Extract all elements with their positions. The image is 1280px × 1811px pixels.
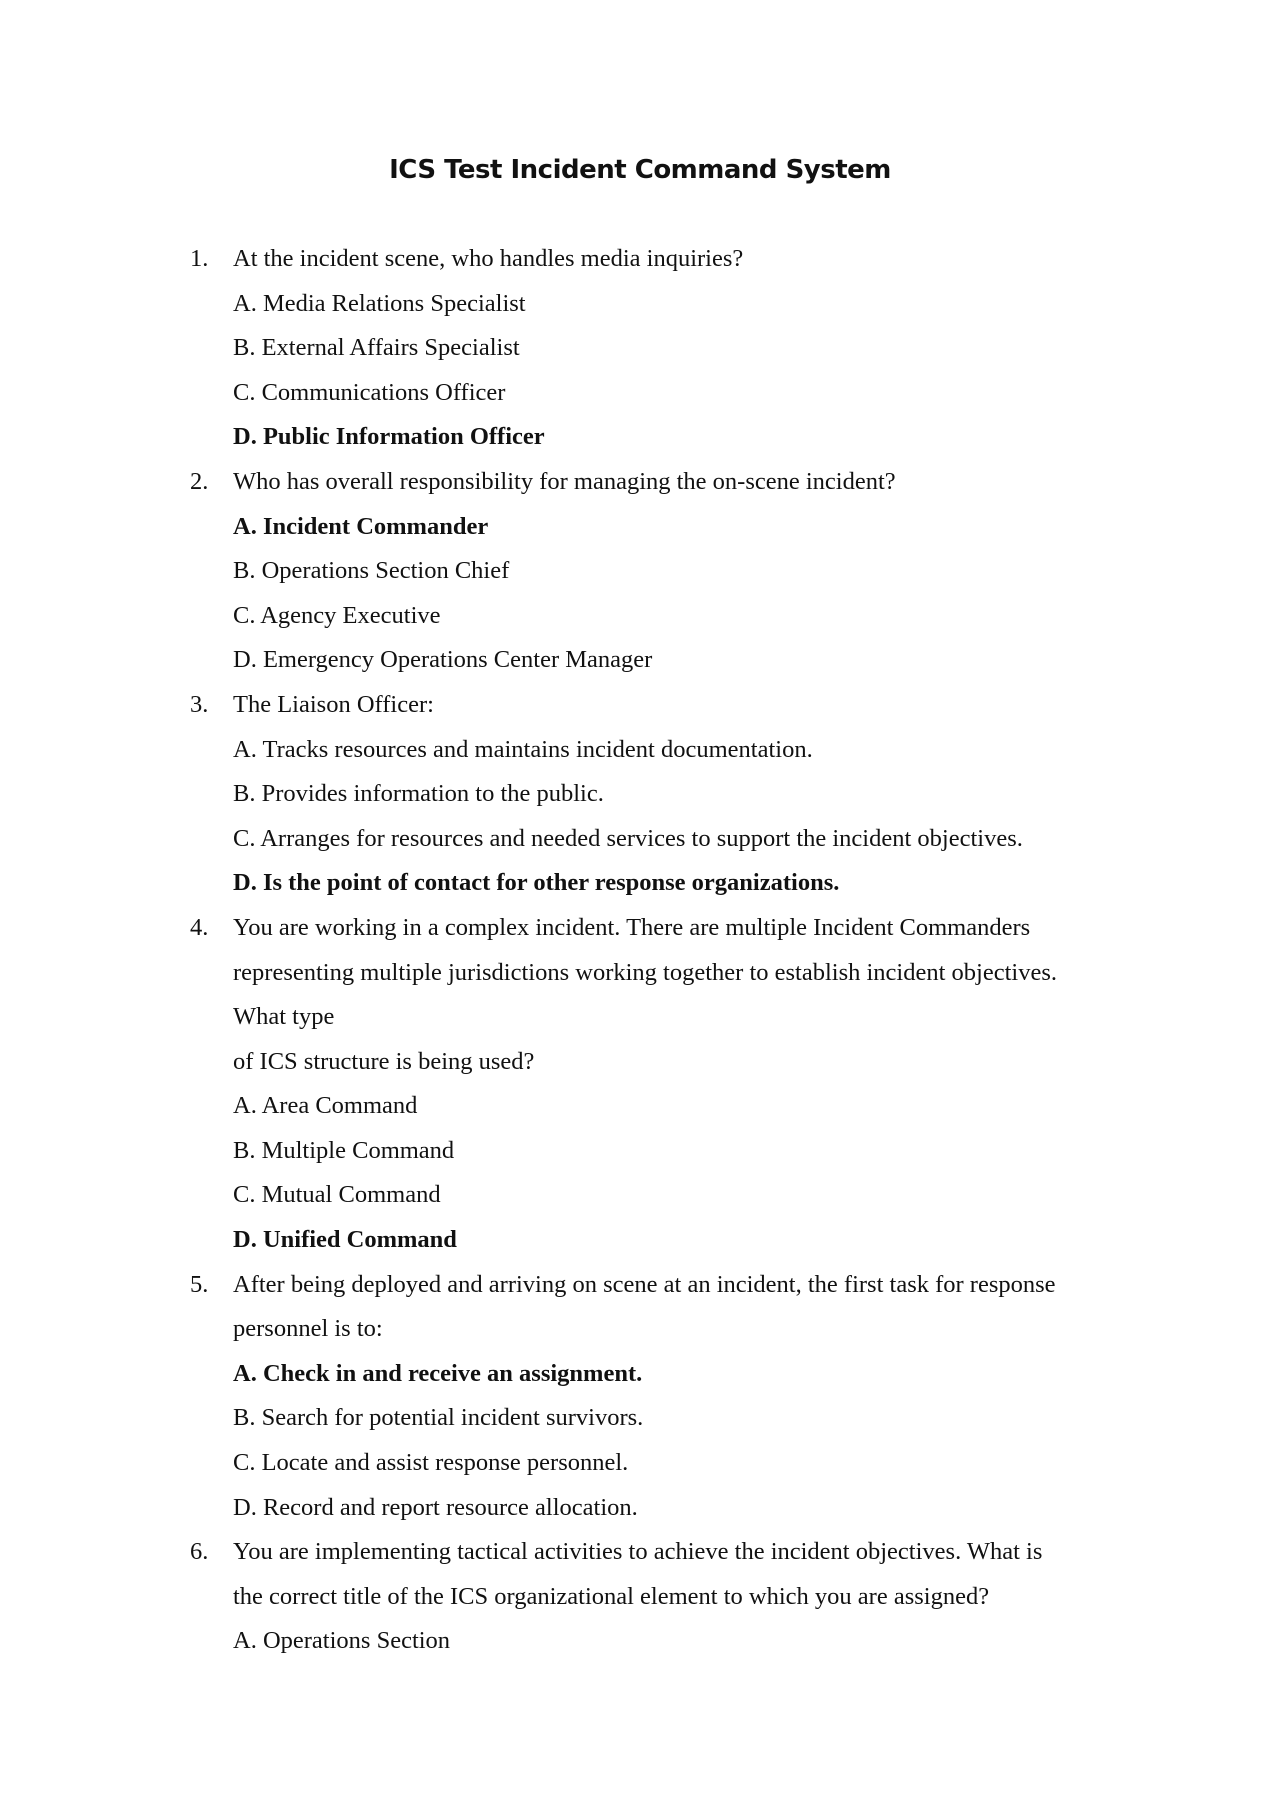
answer-option: A. Operations Section — [233, 1627, 451, 1655]
answer-option: B. Search for potential incident survivors. — [233, 1404, 644, 1432]
answer-option-correct: D. Unified Command — [233, 1226, 457, 1254]
question-text: the correct title of the ICS organizational element to which you are assigned? — [233, 1582, 990, 1610]
question-text: representing multiple jurisdictions working together to establish incident objectives. — [233, 958, 1057, 986]
question-item — [190, 1263, 1130, 1531]
question-number: 2. — [190, 467, 209, 495]
answer-option: D. Emergency Operations Center Manager — [233, 646, 653, 674]
answer-option: D. Record and report resource allocation. — [233, 1493, 638, 1521]
answer-option: B. Multiple Command — [233, 1136, 455, 1164]
answer-option: A. Tracks resources and maintains incident documentation. — [233, 735, 813, 763]
question-item — [190, 237, 1130, 460]
answer-option: B. Provides information to the public. — [233, 780, 604, 808]
question-text: Who has overall responsibility for managing the on-scene incident? — [233, 467, 896, 495]
question-text: After being deployed and arriving on scene at an incident, the first task for response — [233, 1270, 1056, 1298]
question-text: The Liaison Officer: — [233, 690, 434, 718]
answer-option: A. Media Relations Specialist — [233, 289, 526, 317]
answer-option-correct: A. Check in and receive an assignment. — [233, 1359, 643, 1387]
question-number: 5. — [190, 1270, 209, 1298]
question-item — [190, 906, 1130, 1263]
question-text: What type — [233, 1003, 335, 1031]
question-list — [190, 237, 1130, 1664]
answer-option: C. Mutual Command — [233, 1181, 441, 1209]
question-number: 3. — [190, 690, 209, 718]
question-text: You are implementing tactical activities to achieve the incident objectives. What is — [233, 1538, 1043, 1566]
question-text: of ICS structure is being used? — [233, 1047, 535, 1075]
question-text: You are working in a complex incident. There are multiple Incident Commanders — [233, 913, 1031, 941]
document-title: ICS Test Incident Command System — [389, 155, 891, 185]
question-number: 4. — [190, 913, 209, 941]
question-item — [190, 460, 1130, 683]
answer-option-correct: A. Incident Commander — [233, 512, 489, 540]
question-text: personnel is to: — [233, 1315, 383, 1343]
question-item — [190, 683, 1130, 906]
question-number: 6. — [190, 1538, 209, 1566]
answer-option: C. Arranges for resources and needed services to support the incident objectives. — [233, 824, 1023, 852]
answer-option-correct: D. Is the point of contact for other response organizations. — [233, 869, 840, 897]
question-item — [190, 1530, 1130, 1664]
question-number: 1. — [190, 245, 209, 272]
answer-option: B. Operations Section Chief — [233, 557, 510, 585]
answer-option-correct: D. Public Information Officer — [233, 423, 545, 451]
answer-option: C. Communications Officer — [233, 378, 506, 406]
answer-option: C. Locate and assist response personnel. — [233, 1449, 629, 1477]
answer-option: B. External Affairs Specialist — [233, 334, 520, 362]
question-text: At the incident scene, who handles media inquiries? — [233, 245, 744, 272]
answer-option: C. Agency Executive — [233, 601, 441, 629]
answer-option: A. Area Command — [233, 1092, 418, 1120]
